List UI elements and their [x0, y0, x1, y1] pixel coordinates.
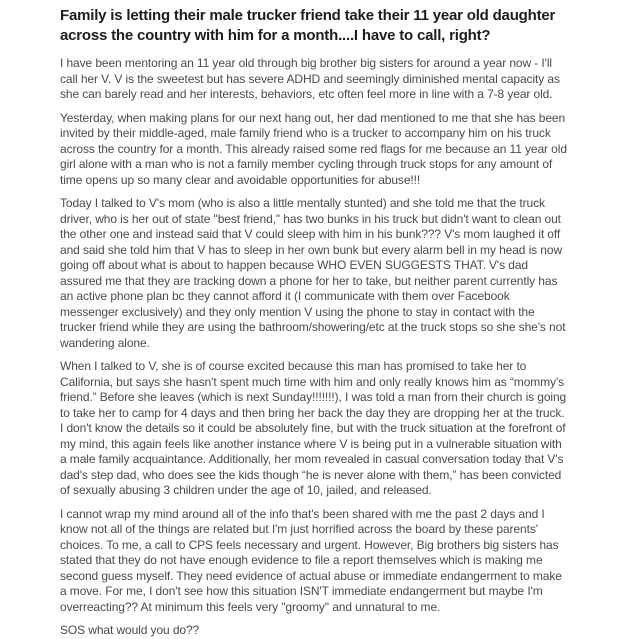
post-paragraph: I have been mentoring an 11 year old through big brother big sisters for around a year now - I'll call her V. V is the sweetest but has severe ADHD and seemingly diminished mental capacity as she can barely read and her interests, behaviors, etc often feel more in line with a 7-8 year old. [60, 56, 560, 101]
post-paragraph: Yesterday, when making plans for our next hang out, her dad mentioned to me that she has been invited by their middle-aged, male family friend who is a trucker to accompany him on his truck across the country for a month. This already raised some red flags for me because an 11 year old girl alone with a man who is not a family member cycling through truck stops for any amount of time opens up so many clear and avoidable opportunities for abuse!!! [60, 110, 567, 187]
post-content [60, 6, 567, 639]
post-body [60, 56, 567, 639]
post-paragraph: SOS what would you do?? [60, 623, 200, 637]
post-paragraph: I cannot wrap my mind around all of the info that's been shared with me the past 2 days and I know not all of the things are related but I'm just horrified across the board by these parents' choices. To me, a call to CPS feels necessary and urgent. However, Big brothers big sisters has stated that they do not have enough evidence to file a report themselves which is making me second guess myself. They need evidence of actual abuse or immediate endangerment to make a move. For me, I don't see how this situation ISN'T immediate endangerment but maybe I'm overreacting?? At minimum this feels very "groomy" and unnatural to me. [60, 506, 562, 614]
post-paragraph: When I talked to V, she is of course excited because this man has promised to take her to California, but says she hasn't spent much time with him and only really knows him as “mommy's friend.” Before she leaves (which is next Sunday!!!!!!!), I was told a man from their church is going to take her to camp for 4 days and then bring her back the day they are dropping her at the truck. I don't know the details so it could be absolutely fine, but with the truck situation at the forefront of my mind, this again feels like another instance where V is being put in a vulnerable situation with a male family acquaintance. Additionally, her mom revealed in casual conversation today that V's dad's step dad, who does see the kids though “he is never alone with them,” has been convicted of sexually abusing 3 children under the age of 10, jailed, and released. [60, 359, 567, 497]
post-title: Family is letting their male trucker friend take their 11 year old daughter across the country with him for a month....I have to call, right? [60, 7, 556, 44]
post-paragraph: Today I talked to V's mom (who is also a little mentally stunted) and she told me that the truck driver, who is her out of state "best friend," has two bunks in his truck but didn't want to clean out the other one and instead said that V could sleep with him in his bunk??? V's mom laughed it off and said she told him that V has to sleep in her own bunk but every alarm bell in my head is now going off about what is about to happen because WHO EVEN SUGGESTS THAT. V's dad assured me that they are tracking down a phone for her to take, but neither parent currently has an active phone plan bc they cannot afford it (I communicate with them over Facebook messenger exclusively) and they only mention V using the phone to stay in contact with the trucker friend while they are using the bathroom/showering/etc at the truck stops so she she's not wandering alone. [60, 196, 566, 350]
